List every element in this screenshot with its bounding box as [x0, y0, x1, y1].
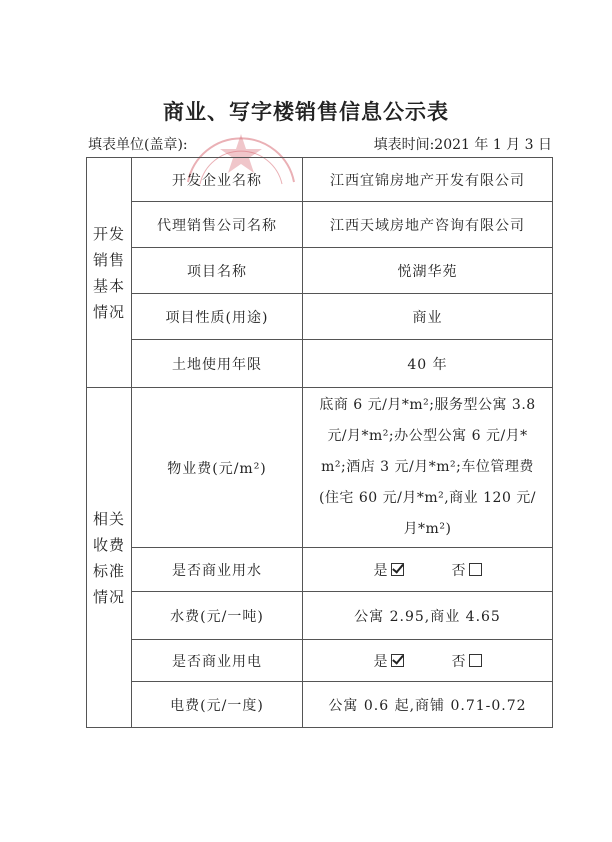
fill-date: 填表时间:2021 年 1 月 3 日	[373, 137, 552, 153]
power-fee-label: 电费(元/一度)	[132, 682, 303, 728]
page-title: 商业、写字楼销售信息公示表	[163, 99, 449, 124]
table-row	[87, 388, 553, 548]
power-yes-label: 是	[373, 653, 389, 670]
table-row	[87, 202, 553, 248]
project-name-label: 项目名称	[132, 248, 303, 294]
table-row	[87, 248, 553, 294]
fees-section-label: 相关 收费 标准 情况	[87, 388, 132, 728]
power-fee-value: 公寓 0.6 起,商铺 0.71-0.72	[303, 682, 553, 728]
property-fee-line: 底商 6 元/月*m²;服务型公寓 3.8	[319, 397, 536, 413]
checkbox-icon[interactable]	[469, 563, 482, 576]
developer-label: 开发企业名称	[132, 158, 303, 202]
checkbox-icon[interactable]	[469, 654, 482, 667]
water-yes-option[interactable]	[374, 560, 404, 580]
water-fee-value: 公寓 2.95,商业 4.65	[303, 592, 553, 640]
property-fee-line: 月*m²)	[403, 521, 452, 537]
developer-value: 江西宜锦房地产开发有限公司	[303, 158, 553, 202]
table-row	[87, 548, 553, 592]
table-row	[87, 340, 553, 388]
table-row	[87, 640, 553, 682]
project-name-value: 悦湖华苑	[303, 248, 553, 294]
table-row	[87, 294, 553, 340]
checked-checkbox-icon[interactable]	[391, 654, 404, 667]
table-row	[87, 158, 553, 202]
water-fee-label: 水费(元/一吨)	[132, 592, 303, 640]
land-term-value: 40 年	[303, 340, 553, 388]
commercial-power-label: 是否商业用电	[132, 640, 303, 682]
checked-checkbox-icon[interactable]	[391, 563, 404, 576]
commercial-power-options	[303, 640, 553, 682]
water-no-option[interactable]	[452, 560, 482, 580]
property-fee-label: 物业费(元/m²)	[132, 388, 303, 548]
property-fee-line: (住宅 60 元/月*m²,商业 120 元/	[318, 490, 537, 506]
water-yes-label: 是	[373, 562, 389, 579]
property-fee-line: 元/月*m²;办公型公寓 6 元/月*	[327, 428, 528, 444]
project-nature-value: 商业	[303, 294, 553, 340]
power-yes-option[interactable]	[374, 651, 404, 671]
water-no-label: 否	[451, 562, 467, 579]
power-no-label: 否	[451, 653, 467, 670]
agent-value: 江西天域房地产咨询有限公司	[303, 202, 553, 248]
fill-unit-label: 填表单位(盖章):	[88, 137, 188, 153]
commercial-water-options	[303, 548, 553, 592]
power-no-option[interactable]	[452, 651, 482, 671]
agent-label: 代理销售公司名称	[132, 202, 303, 248]
land-term-label: 土地使用年限	[132, 340, 303, 388]
info-table	[86, 157, 553, 728]
commercial-water-label: 是否商业用水	[132, 548, 303, 592]
table-row	[87, 592, 553, 640]
property-fee-value	[303, 388, 553, 548]
project-nature-label: 项目性质(用途)	[132, 294, 303, 340]
basic-section-label: 开发 销售 基本 情况	[87, 158, 132, 388]
table-row	[87, 682, 553, 728]
property-fee-line: m²;酒店 3 元/月*m²;车位管理费	[321, 459, 534, 475]
